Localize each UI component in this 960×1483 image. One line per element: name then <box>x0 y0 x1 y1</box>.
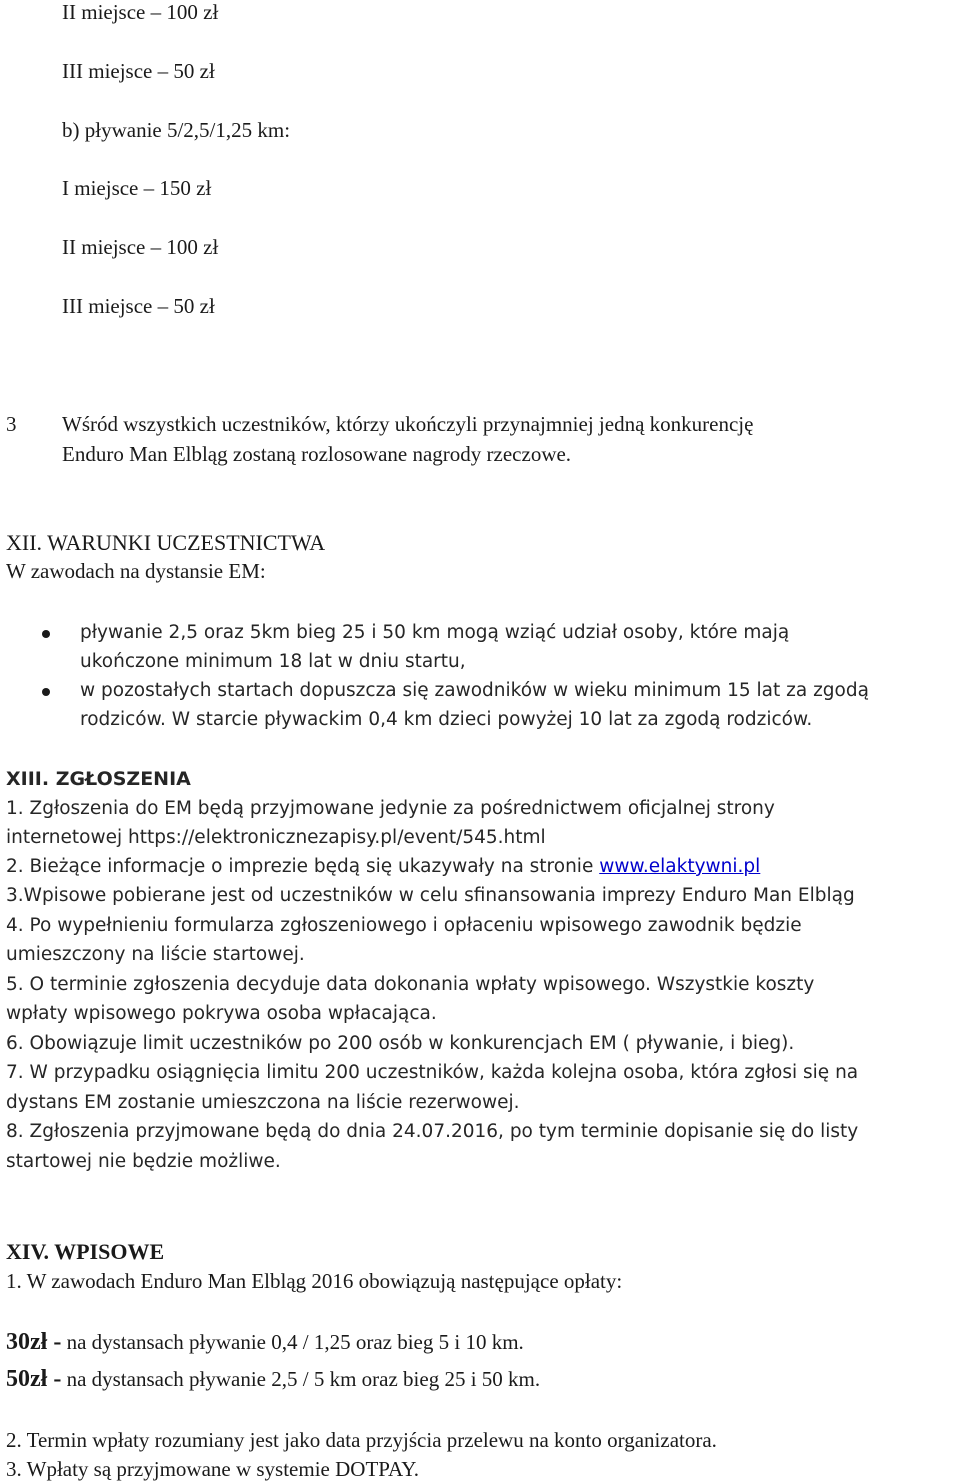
swim-prize-second: II miejsce – 100 zł <box>62 235 219 259</box>
registration-item2 <box>6 858 760 877</box>
fees-item3: 3. Wpłaty są przyjmowane w systemie DOTPAY. <box>6 1457 419 1481</box>
section-xiii-heading: XIII. ZGŁOSZENIA <box>6 768 191 790</box>
condition-bullet1-line1: pływanie 2,5 oraz 5km bieg 25 i 50 km mogą wziąć udział osoby, które mają <box>80 622 790 643</box>
condition-bullet2-line2: rodziców. W starcie pływackim 0,4 km dzieci powyżej 10 lat za zgodą rodziców. <box>80 709 813 730</box>
registration-item1-line1: 1. Zgłoszenia do EM będą przyjmowane jedynie za pośrednictwem oficjalnej strony <box>6 798 775 819</box>
prize-line-second: II miejsce – 100 zł <box>62 0 219 24</box>
swim-prize-third: III miejsce – 50 zł <box>62 294 215 318</box>
registration-item1-line2: internetowej https://elektronicznezapisy.pl/event/545.html <box>6 827 546 848</box>
registration-item6: 6. Obowiązuje limit uczestników po 200 osób w konkurencjach EM ( pływanie, i bieg). <box>6 1033 795 1054</box>
registration-item7-line1: 7. W przypadku osiągnięcia limitu 200 uczestników, każda kolejna osoba, która zgłosi się na <box>6 1062 859 1083</box>
raffle-number: 3 <box>6 412 17 436</box>
section-xii-heading: XII. WARUNKI UCZESTNICTWA <box>6 530 326 555</box>
registration-item4-line1: 4. Po wypełnieniu formularza zgłoszeniowego i opłaceniu wpisowego zawodnik będzie <box>6 915 802 936</box>
condition-bullet2-line1: w pozostałych startach dopuszcza się zawodników w wieku minimum 15 lat za zgodą <box>80 680 869 701</box>
registration-item5-line1: 5. O terminie zgłoszenia decyduje data dokonania wpłaty wpisowego. Wszystkie koszty <box>6 974 815 995</box>
section-xiv-heading: XIV. WPISOWE <box>6 1239 165 1264</box>
swim-category-heading: b) pływanie 5/2,5/1,25 km: <box>62 118 291 142</box>
fee-row-30 <box>6 1330 524 1354</box>
fee-row-50 <box>6 1367 540 1391</box>
raffle-text-line1: Wśród wszystkich uczestników, którzy ukończyli przynajmniej jedną konkurencję <box>62 412 754 436</box>
registration-item3: 3.Wpisowe pobierane jest od uczestników w celu sfinansowania imprezy Enduro Man Elbląg <box>6 885 855 906</box>
bullet-icon <box>42 688 50 696</box>
registration-item4-line2: umieszczony na liście startowej. <box>6 944 305 965</box>
fees-item2: 2. Termin wpłaty rozumiany jest jako data przyjścia przelewu na konto organizatora. <box>6 1428 717 1452</box>
fees-item1: 1. W zawodach Enduro Man Elbląg 2016 obowiązują następujące opłaty: <box>6 1269 623 1293</box>
fee-desc-50: na dystansach pływanie 2,5 / 5 km oraz bieg 25 i 50 km. <box>61 1367 541 1391</box>
condition-bullet1-line2: ukończone minimum 18 lat w dniu startu, <box>80 651 466 672</box>
registration-item5-line2: wpłaty wpisowego pokrywa osoba wpłacająca. <box>6 1003 437 1024</box>
registration-item8-line2: startowej nie będzie możliwe. <box>6 1151 281 1172</box>
bullet-icon <box>42 630 50 638</box>
elaktywni-link[interactable]: www.elaktywni.pl <box>599 856 761 877</box>
registration-item8-line1: 8. Zgłoszenia przyjmowane będą do dnia 24.07.2016, po tym terminie dopisanie się do listy <box>6 1121 859 1142</box>
registration-item2-text: 2. Bieżące informacje o imprezie będą się ukazywały na stronie <box>6 856 600 877</box>
section-xii-intro: W zawodach na dystansie EM: <box>6 559 266 583</box>
raffle-text-line2: Enduro Man Elbląg zostaną rozlosowane nagrody rzeczowe. <box>62 442 572 466</box>
fee-amount-50: 50zł - <box>6 1366 62 1392</box>
swim-prize-first: I miejsce – 150 zł <box>62 176 212 200</box>
fee-desc-30: na dystansach pływanie 0,4 / 1,25 oraz bieg 5 i 10 km. <box>61 1330 524 1354</box>
fee-amount-30: 30zł - <box>6 1329 62 1355</box>
registration-item7-line2: dystans EM zostanie umieszczona na liście rezerwowej. <box>6 1092 520 1113</box>
prize-line-third: III miejsce – 50 zł <box>62 59 215 83</box>
